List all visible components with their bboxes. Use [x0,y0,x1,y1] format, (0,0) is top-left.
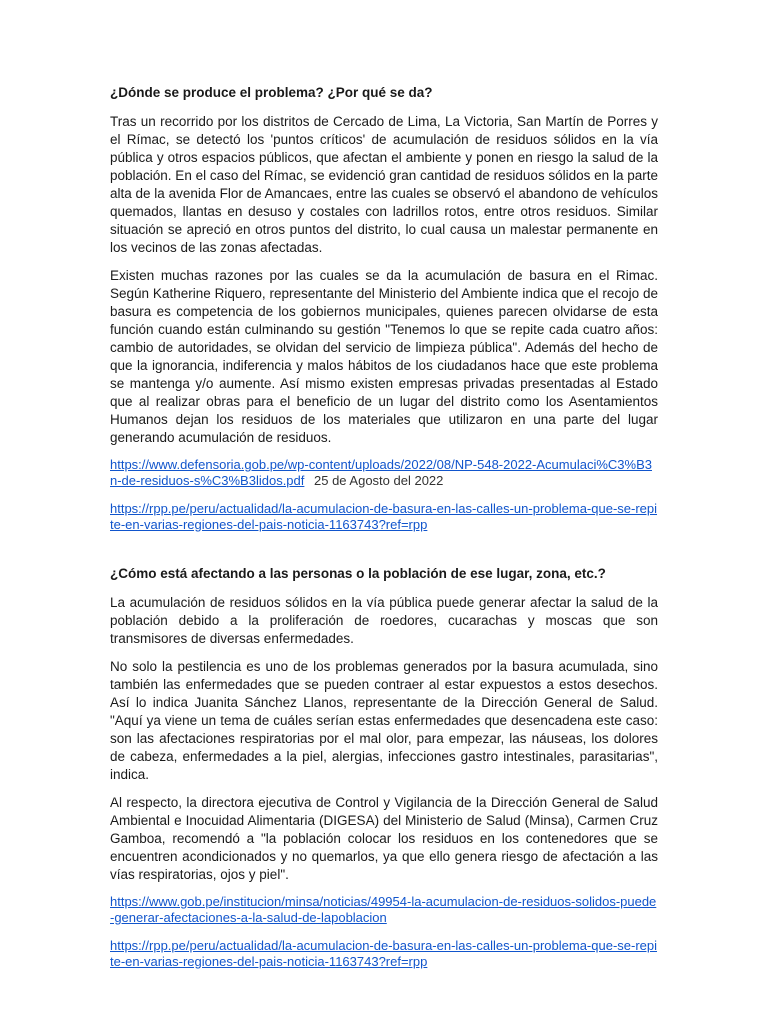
link-rpp-2[interactable]: https://rpp.pe/peru/actualidad/la-acumulacion-de-basura-en-las-calles-un-problema-que-se-repite-en-varias-regiones-del-pais-noticia-1163743?ref=rpp [110,938,658,969]
link-defensoria[interactable]: https://www.defensoria.gob.pe/wp-content/uploads/2022/08/NP-548-2022-Acumulaci%C3%B3n-de-residuos-s%C3%B3lidos.pdf [110,457,652,488]
paragraph-recorrido: Tras un recorrido por los distritos de Cercado de Lima, La Victoria, San Martín de Porres y el Rímac, se detectó los 'puntos críticos' de acumulación de residuos sólidos en la vía pública y otros espacios públicos, que afectan el ambiente y ponen en riesgo la salud de la población. En el caso del Rímac, se evidenció gran cantidad de residuos sólidos en la parte alta de la avenida Flor de Amancaes, entre las cuales se observó el abandono de vehículos quemados, llantas en desuso y costales con ladrillos rotos, entre otros residuos. Similar situación se apreció en otros puntos del distrito, lo cual causa un malestar permanente en los vecinos de las zonas afectadas. [110,114,658,255]
paragraph-razones: Existen muchas razones por las cuales se da la acumulación de basura en el Rimac. Según Katherine Riquero, representante del Ministerio del Ambiente indica que el recojo de basura es competencia de los gobiernos municipales, quienes parecen olvidarse de esta función cuando están culminando su gestión "Tenemos lo que se repite cada cuatro años: cambio de autoridades, se olvidan del servicio de limpieza pública". Además del hecho de que la ignorancia, indiferencia y malos hábitos de los ciudadanos hace que este problema se mantenga y/o aumente. Así mismo existen empresas privadas presentadas al Estado que al realizar obras para el beneficio de un lugar del distrito como los Asentamientos Humanos dejan los residuos de los materiales que utilizaron en una parte del lugar generando acumulación de residuos. [110,268,658,445]
reference-defensoria [110,457,658,489]
paragraph-digesa: Al respecto, la directora ejecutiva de Control y Vigilancia de la Dirección General de Salud Ambiental e Inocuidad Alimentaria (DIGESA) del Ministerio de Salud (Minsa), Carmen Cruz Gamboa, recomendó a "la población colocar los residuos en los contenedores que se encuentren acondicionados y no quemarlos, ya que ello genera riesgo de afectación a las vías respiratorias, ojos y piel". [110,795,658,882]
paragraph-pestilencia: No solo la pestilencia es uno de los problemas generados por la basura acumulada, sino también las enfermedades que se pueden contraer al estar expuestos a estos desechos. Así lo indica Juanita Sánchez Llanos, representante de la Dirección General de Salud. "Aquí ya viene un tema de cuáles serían estas enfermedades que desencadena este caso: son las afectaciones respiratorias por el mal olor, para empezar, las náuseas, los dolores de cabeza, enfermedades a la piel, alergias, infecciones gastro intestinales, parasitarias", indica. [110,659,658,782]
reference-rpp-2 [110,938,658,970]
paragraph-acumulacion: La acumulación de residuos sólidos en la vía pública puede generar afectar la salud de la población debido a la proliferación de roedores, cucarachas y moscas que son transmisores de diversas enfermedades. [110,595,658,646]
reference-gob [110,894,658,926]
reference-rpp-1 [110,501,658,533]
section-spacer [110,545,658,565]
reference-date: 25 de Agosto del 2022 [314,473,444,488]
document-page [110,84,658,982]
section-heading-como: ¿Cómo está afectando a las personas o la población de ese lugar, zona, etc.? [110,566,606,581]
link-gob-minsa[interactable]: https://www.gob.pe/institucion/minsa/noticias/49954-la-acumulacion-de-residuos-solidos-puede-generar-afectaciones-a-la-salud-de-lapoblacion [110,894,657,925]
link-rpp-1[interactable]: https://rpp.pe/peru/actualidad/la-acumulacion-de-basura-en-las-calles-un-problema-que-se-repite-en-varias-regiones-del-pais-noticia-1163743?ref=rpp [110,501,658,532]
section-heading-donde: ¿Dónde se produce el problema? ¿Por qué se da? [110,85,433,100]
